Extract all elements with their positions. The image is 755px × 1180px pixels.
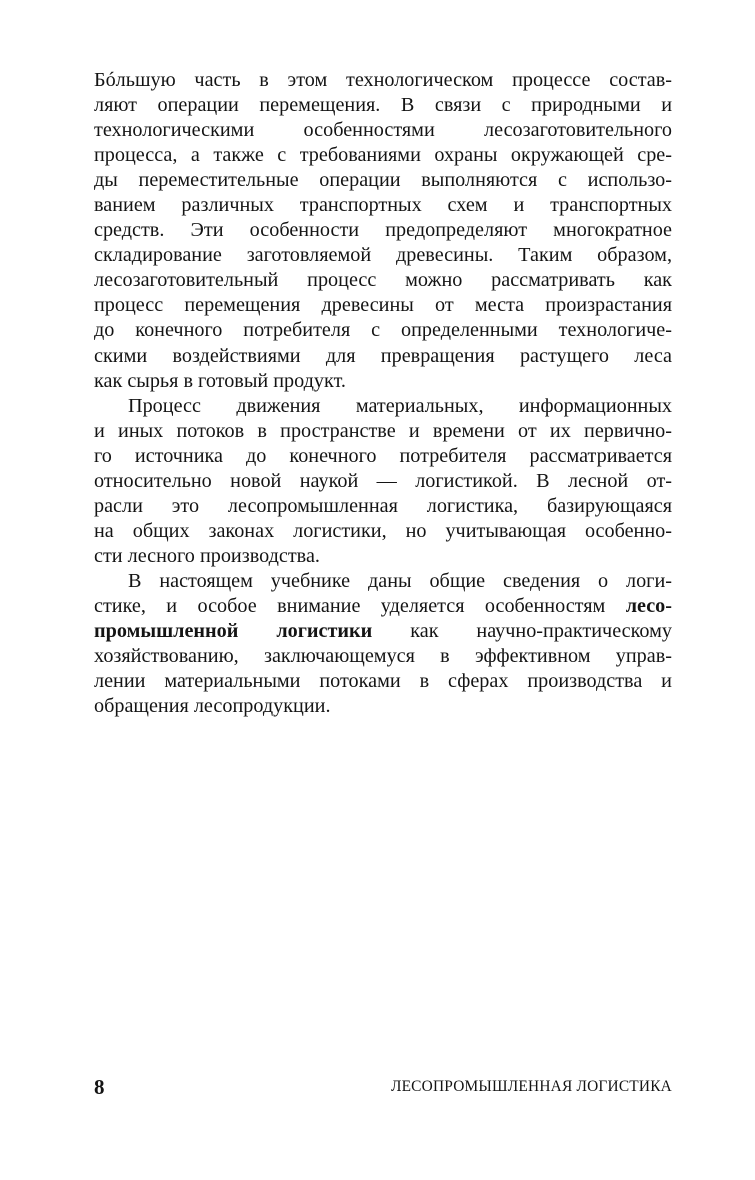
text-line: скими воздействиями для превращения растущего леса (94, 344, 672, 367)
text-line: ды переместительные операции выполняются с использо- (94, 169, 672, 192)
text-line: сти лесного производства. (94, 544, 320, 567)
text-line: ляют операции перемещения. В связи с природными и (94, 94, 672, 117)
paragraph-1 (94, 68, 672, 394)
paragraph-3 (94, 569, 672, 719)
bold-term: лесо- (625, 594, 672, 617)
text-run: стике, и особое внимание уделяется особенностям (94, 594, 626, 617)
text-line: средств. Эти особенности предопределяют многократное (94, 219, 672, 242)
text-line: как сырья в готовый продукт. (94, 369, 346, 392)
text-line: процесса, а также с требованиями охраны окружающей сре- (94, 144, 672, 167)
text-line: относительно новой наукой — логистикой. В лесной от- (94, 469, 672, 492)
text-line (94, 619, 672, 644)
text-line: В настоящем учебнике даны общие сведения о логи- (128, 569, 672, 592)
text-line: лесозаготовительный процесс можно рассматривать как (94, 269, 672, 292)
text-line: Бóльшую часть в этом технологическом процессе состав- (94, 69, 672, 91)
page-footer (94, 1075, 672, 1101)
text-line: ванием различных транспортных схем и транспортных (94, 194, 672, 217)
paragraph-2 (94, 394, 672, 569)
text-line: технологическими особенностями лесозаготовительного (94, 119, 672, 142)
bold-term: промышленной логистики (94, 620, 373, 643)
text-line: Процесс движения материальных, информационных (128, 394, 672, 417)
text-line: расли это лесопромышленная логистика, базирующаяся (94, 494, 672, 517)
text-line: хозяйствованию, заключающемуся в эффективном управ- (94, 645, 672, 668)
text-line: го источника до конечного потребителя рассматривается (94, 444, 672, 467)
running-title: ЛЕСОПРОМЫШЛЕННАЯ ЛОГИСТИКА (390, 1078, 672, 1095)
text-line: лении материальными потоками в сферах производства и (94, 670, 672, 693)
text-line: процесс перемещения древесины от места произрастания (94, 294, 672, 317)
text-line: обращения лесопродукции. (94, 695, 331, 718)
text-line (94, 594, 672, 619)
text-line: и иных потоков в пространстве и времени от их первично- (94, 419, 672, 442)
text-line: на общих законах логистики, но учитывающая особенно- (94, 519, 672, 542)
body-text (94, 68, 672, 719)
page-number: 8 (94, 1075, 105, 1099)
text-line: до конечного потребителя с определенными технологиче- (94, 319, 672, 342)
text-line: складирование заготовляемой древесины. Таким образом, (94, 244, 672, 267)
text-run: как научно-практическому (372, 620, 672, 643)
